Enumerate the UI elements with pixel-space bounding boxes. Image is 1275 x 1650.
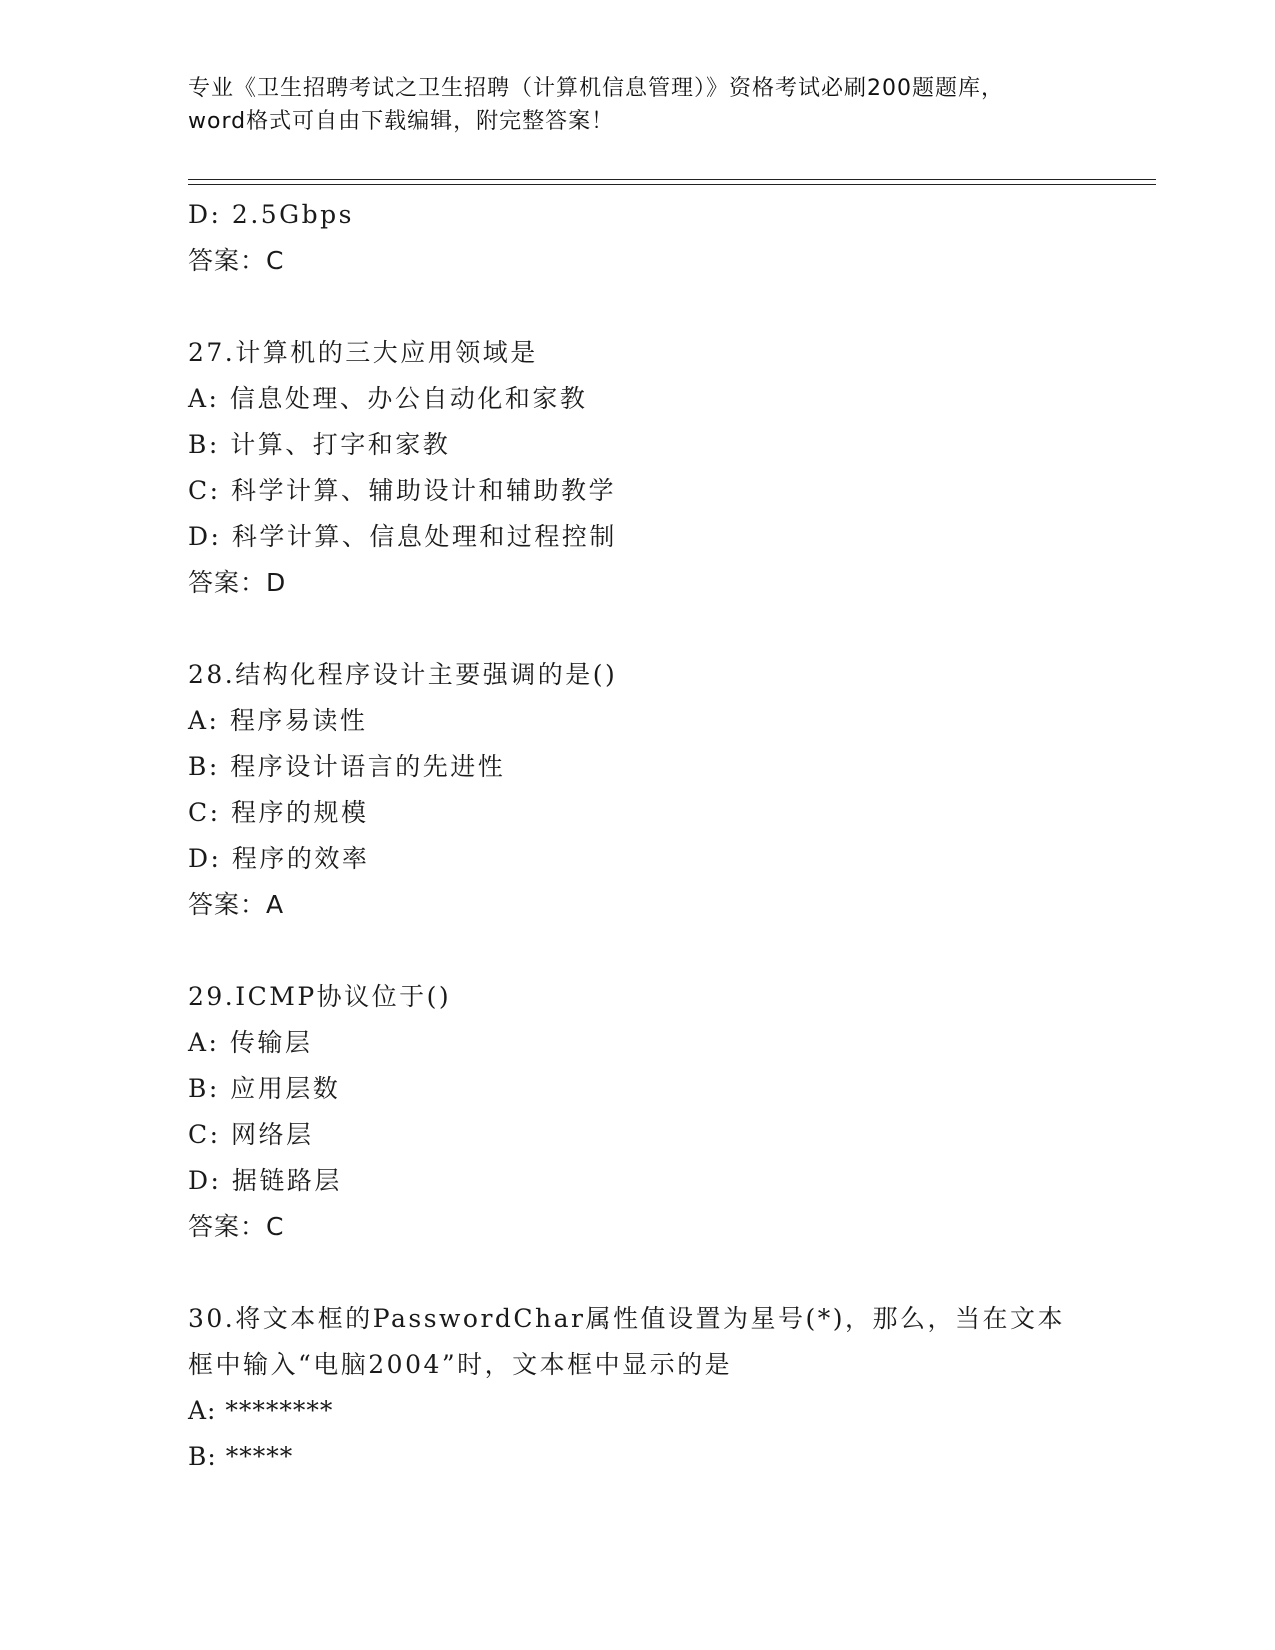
question-block-29 (188, 974, 1088, 1250)
question-list (188, 192, 1088, 1480)
question-text: 27.计算机的三大应用领域是 (188, 338, 538, 367)
spacer (188, 606, 1088, 652)
question-text-line-1: 30.将文本框的PasswordChar属性值设置为星号(*)，那么，当在文本 (188, 1304, 1066, 1333)
question-text: 28.结构化程序设计主要强调的是() (188, 660, 618, 689)
document-header (188, 72, 1088, 138)
option-b: B: 程序设计语言的先进性 (188, 752, 506, 781)
option-b: B: 应用层数 (188, 1074, 341, 1103)
option-d: D: 程序的效率 (188, 844, 370, 873)
spacer (188, 928, 1088, 974)
question-block-26 (188, 192, 1088, 284)
option-a: A: ******** (188, 1396, 334, 1425)
question-block-30 (188, 1296, 1088, 1480)
header-title-line-2: word格式可自由下载编辑，附完整答案！ (188, 109, 615, 134)
option-a: A: 信息处理、办公自动化和家教 (188, 384, 588, 413)
option-a: A: 程序易读性 (188, 706, 368, 735)
option-d: D: 科学计算、信息处理和过程控制 (188, 522, 617, 551)
header-divider-top (188, 179, 1156, 180)
header-title-line-1: 专业《卫生招聘考试之卫生招聘（计算机信息管理）》资格考试必刷200题题库， (188, 76, 1004, 101)
option-b: B: ***** (188, 1442, 294, 1471)
option-c: C: 网络层 (188, 1120, 314, 1149)
answer-line: 答案：A (188, 890, 285, 919)
option-a: A: 传输层 (188, 1028, 313, 1057)
question-text: 29.ICMP协议位于() (188, 982, 452, 1011)
option-c: C: 程序的规模 (188, 798, 369, 827)
spacer (188, 1250, 1088, 1296)
header-divider-bottom (188, 184, 1156, 185)
option-b: B: 计算、打字和家教 (188, 430, 451, 459)
answer-line: 答案：C (188, 246, 285, 275)
answer-line: 答案：C (188, 1212, 285, 1241)
question-text-line-2: 框中输入“电脑2004”时，文本框中显示的是 (188, 1350, 733, 1379)
question-block-28 (188, 652, 1088, 928)
question-block-27 (188, 330, 1088, 606)
option-d: D: 2.5Gbps (188, 200, 354, 229)
option-d: D: 据链路层 (188, 1166, 342, 1195)
answer-line: 答案：D (188, 568, 287, 597)
spacer (188, 284, 1088, 330)
option-c: C: 科学计算、辅助设计和辅助教学 (188, 476, 616, 505)
